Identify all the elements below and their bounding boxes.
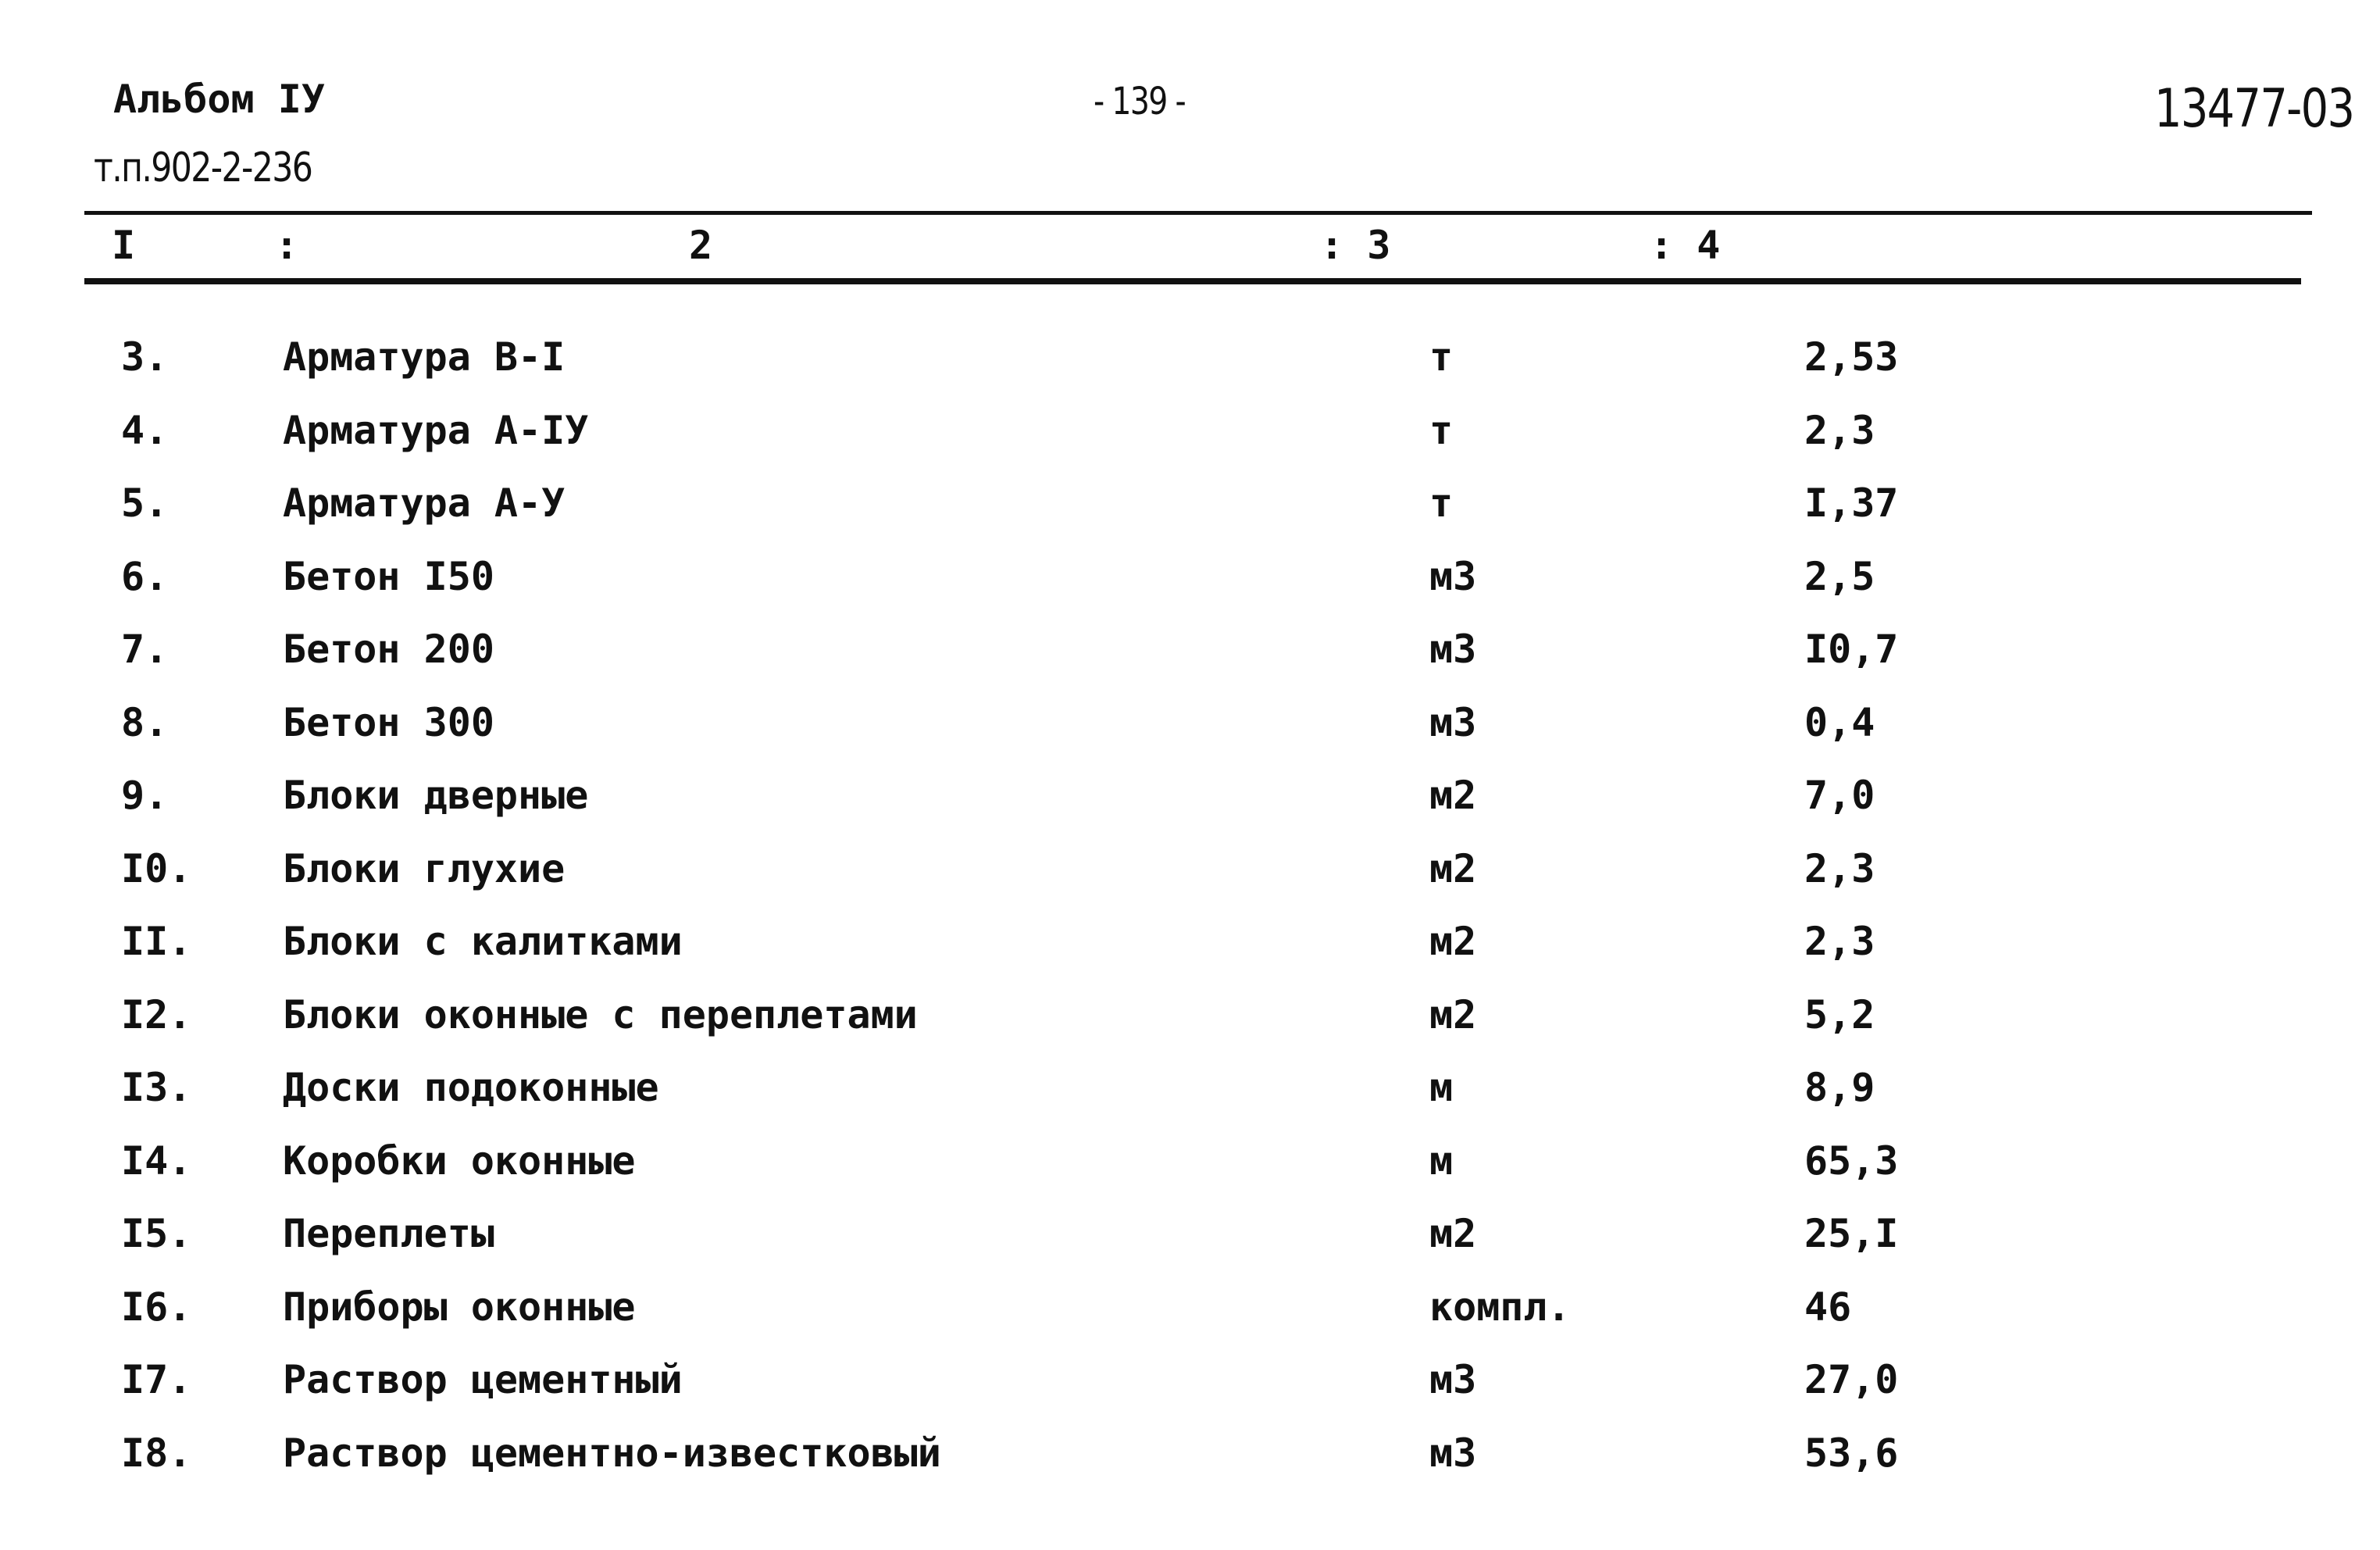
material-name: Переплеты	[283, 1211, 494, 1256]
table-row	[0, 978, 2380, 1052]
row-number: I7.	[121, 1357, 192, 1402]
row-number: 3.	[121, 334, 169, 380]
unit-of-measure: т	[1429, 334, 1454, 380]
table-row	[0, 320, 2380, 394]
material-name: Бетон 200	[283, 627, 494, 672]
unit-of-measure: м2	[1429, 919, 1477, 964]
unit-of-measure: м2	[1429, 846, 1477, 891]
quantity-value: 2,3	[1804, 408, 1875, 453]
quantity-value: 2,53	[1804, 334, 1899, 380]
row-number: I0.	[121, 846, 192, 891]
unit-of-measure: м2	[1429, 992, 1477, 1038]
row-number: 9.	[121, 773, 169, 818]
table-row	[0, 686, 2380, 759]
column-header-2: 2	[689, 223, 713, 268]
unit-of-measure: т	[1429, 408, 1454, 453]
unit-of-measure: т	[1429, 480, 1454, 526]
table-row	[0, 1124, 2380, 1198]
table-row	[0, 612, 2380, 686]
unit-of-measure: м3	[1429, 554, 1477, 599]
column-separator-1: :	[275, 223, 299, 268]
unit-of-measure: компл.	[1429, 1284, 1571, 1330]
quantity-value: 0,4	[1804, 700, 1875, 745]
page-number: - 139 -	[1094, 80, 1186, 123]
material-name: Приборы оконные	[283, 1284, 636, 1330]
row-number: I5.	[121, 1211, 192, 1256]
table-row	[0, 540, 2380, 613]
quantity-value: 7,0	[1804, 773, 1875, 818]
unit-of-measure: м2	[1429, 1211, 1477, 1256]
material-name: Бетон I50	[283, 554, 494, 599]
material-name: Доски подоконные	[283, 1065, 659, 1110]
column-header-1: I	[112, 223, 136, 268]
table-top-rule	[84, 211, 2312, 215]
unit-of-measure: м	[1429, 1138, 1454, 1184]
quantity-value: 27,0	[1804, 1357, 1899, 1402]
quantity-value: I,37	[1804, 480, 1899, 526]
material-name: Арматура А-У	[283, 480, 566, 526]
row-number: I4.	[121, 1138, 192, 1184]
material-name: Блоки оконные с переплетами	[283, 992, 918, 1038]
quantity-value: 2,5	[1804, 554, 1875, 599]
unit-of-measure: м3	[1429, 627, 1477, 672]
material-name: Бетон 300	[283, 700, 494, 745]
column-header-3: : 3	[1320, 223, 1391, 268]
quantity-value: 2,3	[1804, 919, 1875, 964]
table-row	[0, 1416, 2380, 1490]
material-name: Блоки с калитками	[283, 919, 683, 964]
material-name: Блоки дверные	[283, 773, 589, 818]
table-row	[0, 905, 2380, 978]
table-row	[0, 1197, 2380, 1270]
row-number: I6.	[121, 1284, 192, 1330]
column-header-4: : 4	[1650, 223, 1721, 268]
material-name: Раствор цементный	[283, 1357, 683, 1402]
table-row	[0, 394, 2380, 467]
table-row	[0, 832, 2380, 905]
material-name: Раствор цементно-известковый	[283, 1430, 941, 1476]
quantity-value: 65,3	[1804, 1138, 1899, 1184]
material-name: Блоки глухие	[283, 846, 566, 891]
quantity-value: 8,9	[1804, 1065, 1875, 1110]
unit-of-measure: м3	[1429, 1357, 1477, 1402]
document-code: 13477-03	[2154, 78, 2354, 140]
unit-of-measure: м2	[1429, 773, 1477, 818]
table-row	[0, 466, 2380, 540]
row-number: 8.	[121, 700, 169, 745]
table-row	[0, 759, 2380, 832]
table-row	[0, 1343, 2380, 1416]
quantity-value: 2,3	[1804, 846, 1875, 891]
table-header-rule	[84, 278, 2301, 284]
material-name: Арматура А-IУ	[283, 408, 589, 453]
unit-of-measure: м	[1429, 1065, 1454, 1110]
unit-of-measure: м3	[1429, 1430, 1477, 1476]
unit-of-measure: м3	[1429, 700, 1477, 745]
row-number: I3.	[121, 1065, 192, 1110]
quantity-value: 53,6	[1804, 1430, 1899, 1476]
table-row	[0, 1270, 2380, 1344]
row-number: I8.	[121, 1430, 192, 1476]
album-label: Альбом IУ	[113, 77, 325, 122]
row-number: 6.	[121, 554, 169, 599]
row-number: 7.	[121, 627, 169, 672]
material-name: Арматура В-I	[283, 334, 566, 380]
quantity-value: I0,7	[1804, 627, 1899, 672]
row-number: I2.	[121, 992, 192, 1038]
material-name: Коробки оконные	[283, 1138, 636, 1184]
row-number: II.	[121, 919, 192, 964]
quantity-value: 5,2	[1804, 992, 1875, 1038]
row-number: 4.	[121, 408, 169, 453]
quantity-value: 25,I	[1804, 1211, 1899, 1256]
quantity-value: 46	[1804, 1284, 1852, 1330]
table-row	[0, 1051, 2380, 1124]
row-number: 5.	[121, 480, 169, 526]
project-code: т.п.902-2-236	[94, 145, 312, 191]
